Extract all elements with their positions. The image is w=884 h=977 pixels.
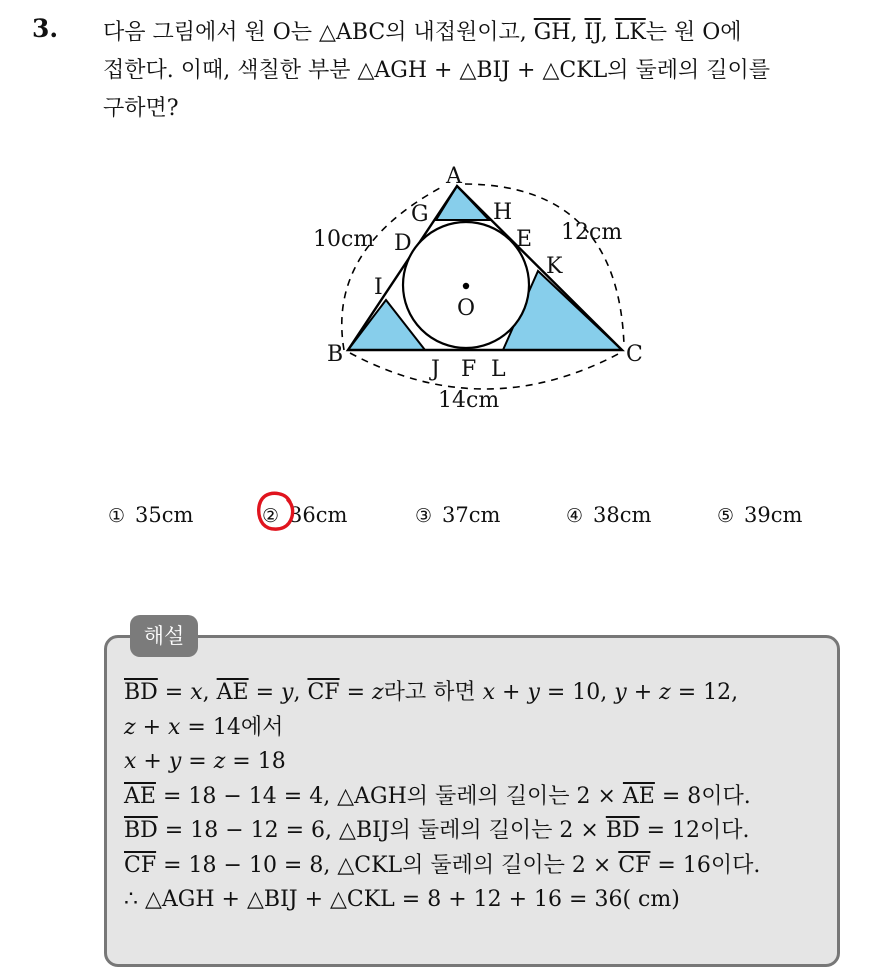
segment-ae: $\overline{AE}$ [216,680,249,705]
length-ab: 10cm [313,227,375,252]
segment-cf: $\overline{CF}$ [307,680,340,705]
explanation-line-1 [124,676,836,711]
selected-answer-circle [256,489,296,533]
explanation-tag: 해설 [130,615,198,657]
math-text: + [495,680,528,705]
math-text: = [181,749,214,774]
label-i: I [374,275,383,300]
segment-cf: $\overline{CF}$ [618,852,651,878]
triangle-incircle-figure [300,155,650,420]
math-text: = [248,680,282,705]
explanation-line-4 [124,780,836,815]
choice-5[interactable] [717,503,802,527]
math-text: 라고 하면 [383,680,483,705]
choice-text: 35cm [135,503,194,527]
explanation-line-2 [124,711,836,746]
segment-ij: $\overline{IJ}$ [584,20,601,45]
math-text: = 18 − 10 = 8, △CKL의 둘레의 길이는 2 × [156,852,619,878]
question-line-3: 구하면? [103,96,179,121]
var-z: z [124,714,136,740]
var-x: x [482,680,496,705]
math-text: = 8이다. [654,783,751,809]
label-d: D [394,231,412,256]
var-y: y [527,680,540,705]
label-e: E [516,227,533,252]
label-c: C [626,342,643,367]
question-number: 3. [32,14,59,43]
choice-mark: ② [262,505,280,527]
math-text: = 14에서 [180,714,284,740]
separator: , [600,20,615,45]
math-text: + [135,714,169,740]
label-j: J [431,357,440,382]
var-z: z [659,680,671,705]
question-text-segment: 다음 그림에서 원 O는 △ABC의 내접원이고, [103,20,534,45]
math-text: = 12이다. [639,818,750,843]
math-text: = 12, [670,680,739,705]
segment-ae: $\overline{AE}$ [622,783,655,809]
math-text: , [202,680,217,705]
var-y: y [168,749,182,774]
center-o-dot [463,283,469,289]
explanation-line-3 [124,745,836,780]
label-g: G [411,202,429,227]
explanation-line-7: ∴ △AGH + △BIJ + △CKL = 8 + 12 + 16 = 36( cm) [124,887,680,912]
choice-text: 37cm [442,503,501,527]
math-text: = [157,680,191,705]
label-k: K [546,254,563,279]
question-line-1 [103,14,873,52]
choice-text: 38cm [593,503,652,527]
choice-mark: ④ [566,505,584,527]
math-text: = 18 − 14 = 4, △AGH의 둘레의 길이는 2 × [155,783,623,809]
label-l: L [491,357,506,382]
choice-text: 36cm [289,503,348,527]
var-x: x [124,749,137,774]
segment-lk: $\overline{LK}$ [614,20,646,45]
choice-mark: ⑤ [717,505,735,527]
question-text-segment: 는 원 O에 [645,20,742,45]
math-text: = 10, [539,680,615,705]
choice-mark: ③ [415,505,433,527]
var-y: y [281,680,294,705]
label-o: O [457,296,476,321]
label-b: B [327,342,344,367]
dashed-arc-bc [350,353,620,389]
math-text: + [626,680,660,705]
var-y: y [614,680,627,705]
math-text: , [293,680,308,705]
var-z: z [372,680,384,705]
segment-bd: $\overline{BD}$ [605,818,640,843]
segment-cf: $\overline{CF}$ [124,852,157,878]
math-text: = 16이다. [650,852,761,878]
var-x: x [190,680,203,705]
segment-bd: $\overline{BD}$ [124,680,158,705]
math-text: + [136,749,169,774]
label-h: H [493,200,513,225]
math-text: = 18 − 12 = 6, △BIJ의 둘레의 길이는 2 × [157,818,606,843]
question-text [103,14,873,128]
choice-mark: ① [108,505,126,527]
label-a: A [446,164,462,189]
var-z: z [213,749,226,774]
answer-choices [108,503,848,535]
choice-1[interactable] [108,503,193,527]
choice-text: 39cm [744,503,803,527]
segment-ae: $\overline{AE}$ [124,783,156,809]
math-text: = [339,680,372,705]
explanation-line-5 [124,814,836,849]
math-text: = 18 [225,749,286,774]
separator: , [570,20,585,45]
question-line-2: 접한다. 이때, 색칠한 부분 △AGH + △BIJ + △CKL의 둘레의 길이를 [103,58,771,83]
segment-gh: $\overline{GH}$ [533,20,571,45]
length-bc: 14cm [438,388,500,413]
choice-4[interactable] [566,503,651,527]
label-f: F [461,357,477,382]
choice-3[interactable] [415,503,500,527]
length-ac: 12cm [561,220,623,245]
explanation-line-6 [124,849,836,884]
segment-bd: $\overline{BD}$ [124,818,158,843]
var-x: x [168,714,181,740]
explanation-text [124,676,836,918]
